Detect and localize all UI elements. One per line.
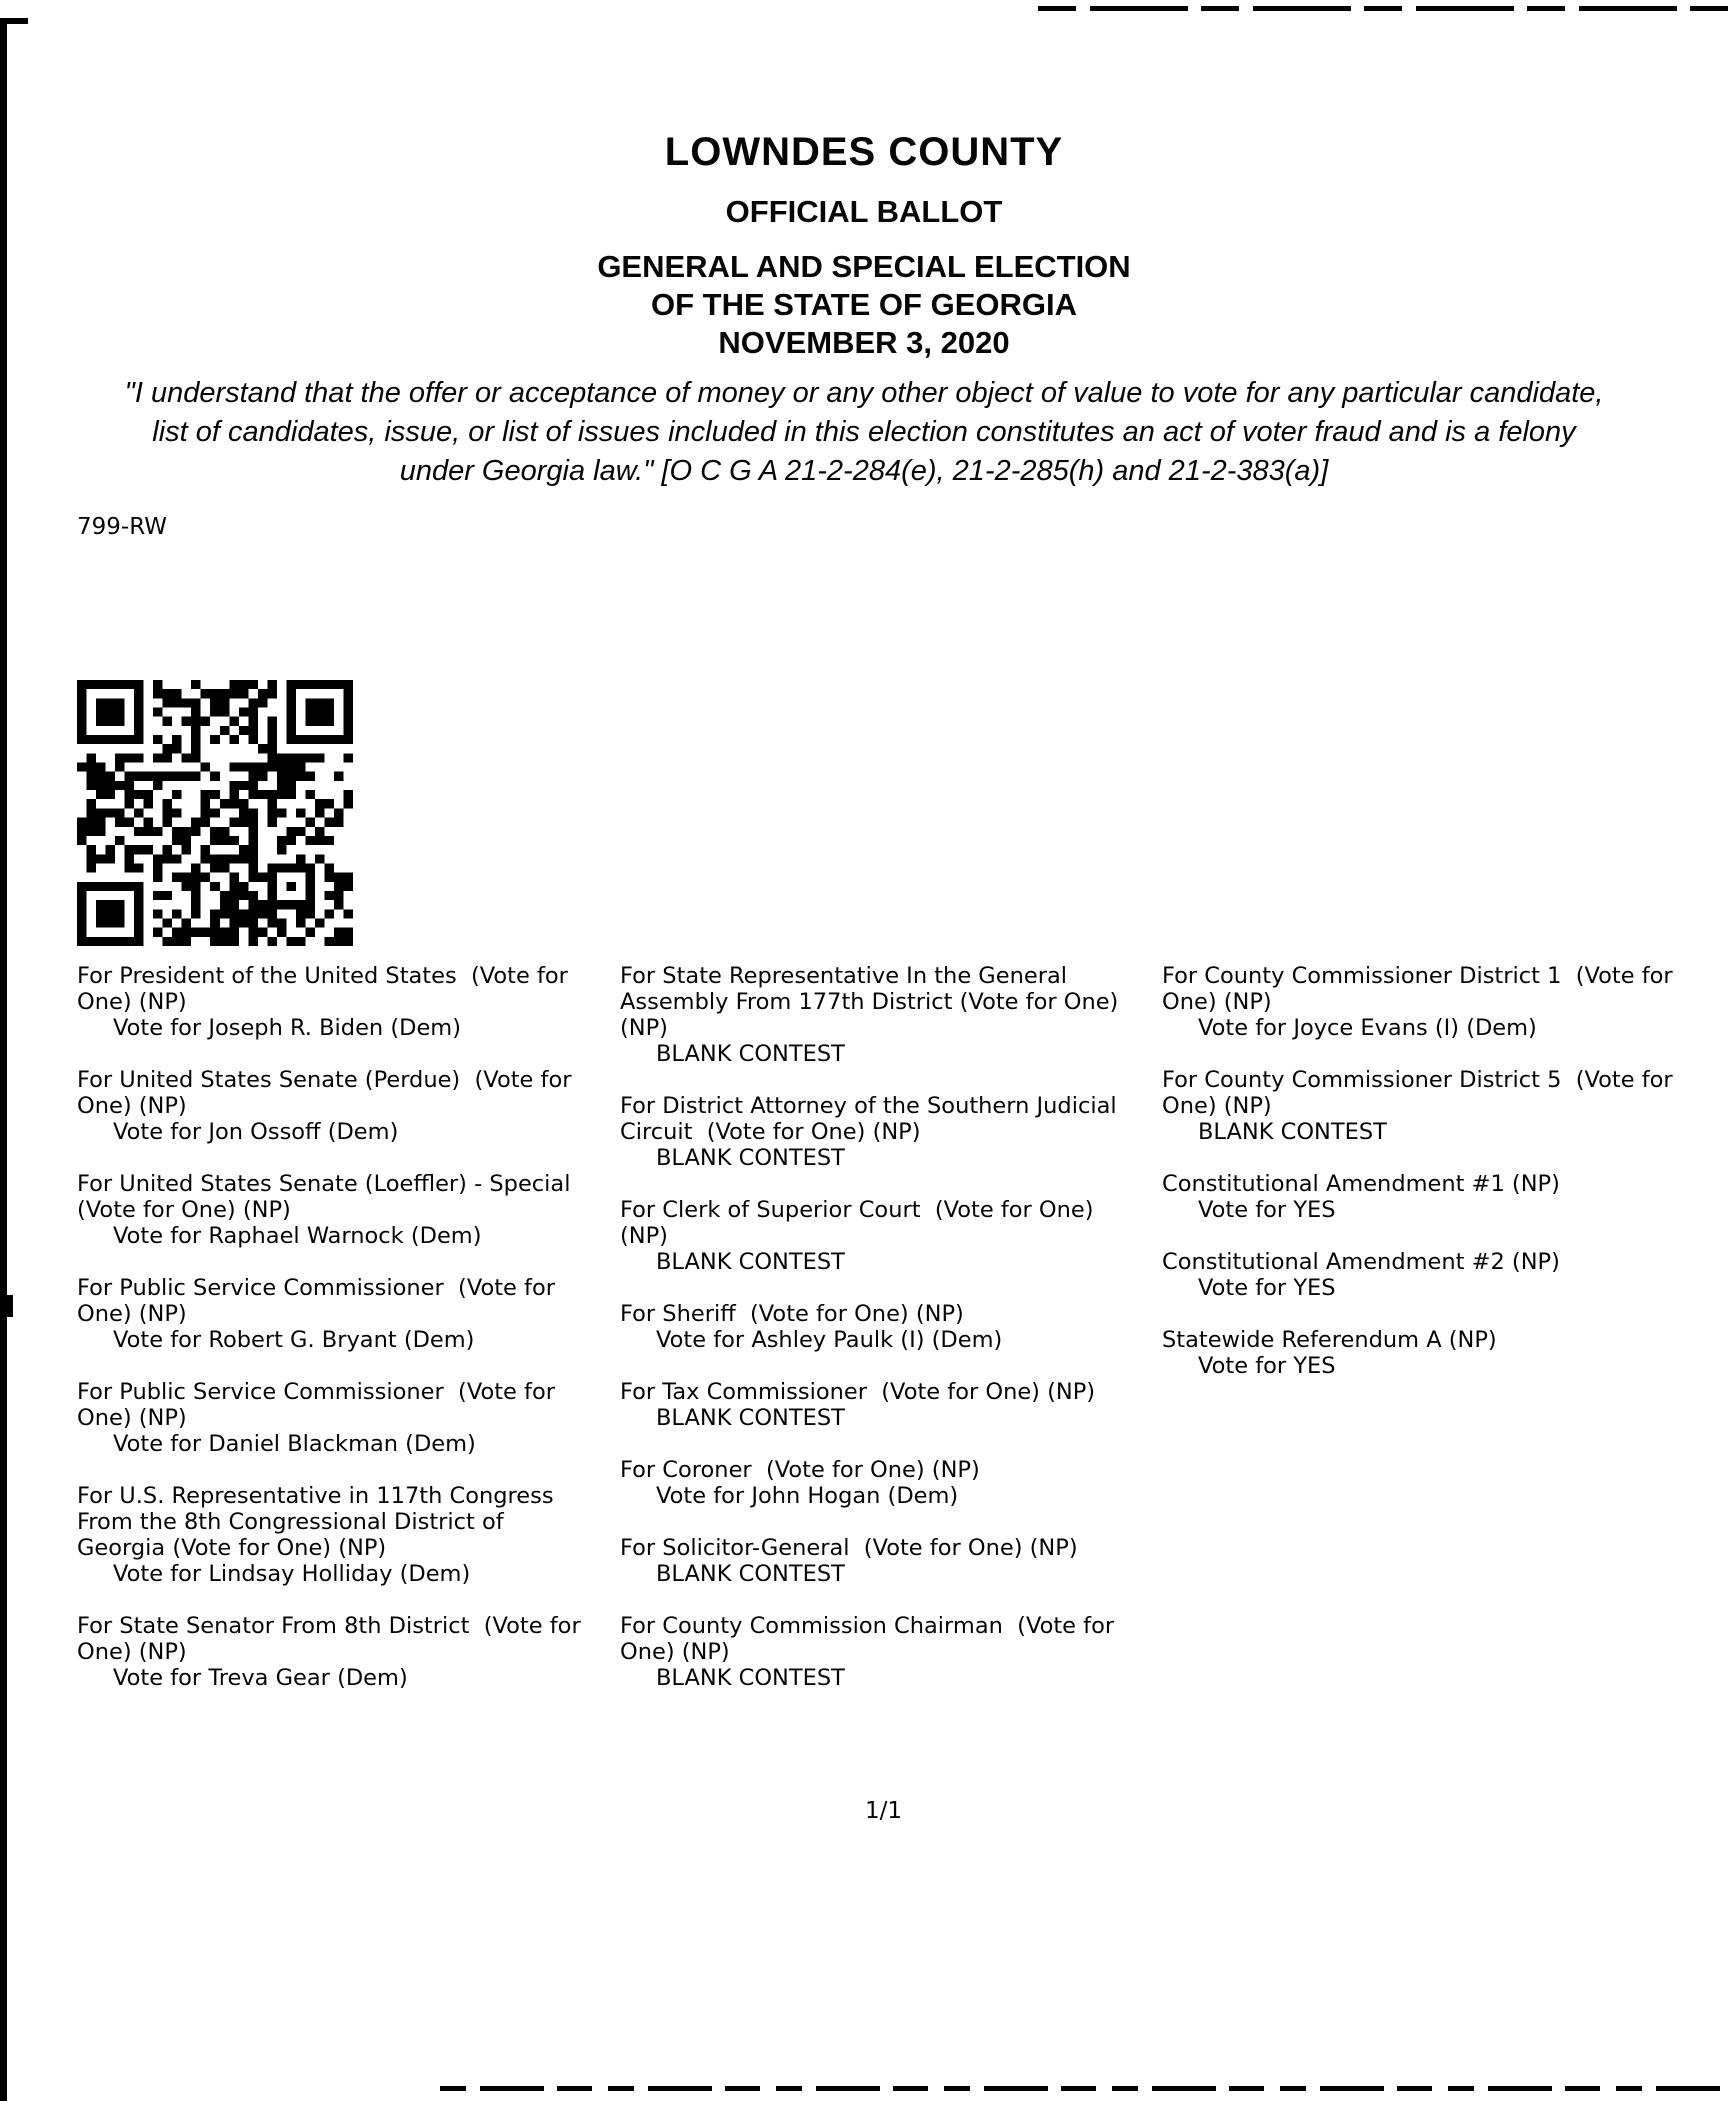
- contest: [1162, 1249, 1682, 1301]
- contest-result: BLANK CONTEST: [656, 1249, 845, 1275]
- contest-result: Vote for YES: [1198, 1275, 1336, 1301]
- contest-title: For Public Service Commissioner (Vote for One) (NP): [77, 1379, 563, 1431]
- contest: [620, 1535, 1128, 1587]
- county-title: LOWNDES COUNTY: [664, 130, 1064, 174]
- contest-result: BLANK CONTEST: [656, 1561, 845, 1587]
- contest-result: Vote for YES: [1198, 1197, 1336, 1223]
- contest-title: Constitutional Amendment #2 (NP): [1162, 1249, 1560, 1275]
- contest-result: Vote for Ashley Paulk (I) (Dem): [656, 1327, 1003, 1353]
- contest-title: For County Commissioner District 1 (Vote for One) (NP): [1162, 963, 1680, 1015]
- election-title-line2: OF THE STATE OF GEORGIA: [651, 287, 1077, 322]
- contest-result: BLANK CONTEST: [656, 1405, 845, 1431]
- contest-title: For Public Service Commissioner (Vote for One) (NP): [77, 1275, 563, 1327]
- disclaimer-line: list of candidates, issue, or list of issues included in this election constitutes an act of voter fraud and is a felony: [152, 416, 1576, 448]
- contest-result: Vote for Treva Gear (Dem): [113, 1665, 408, 1691]
- contest-title: For Sheriff (Vote for One) (NP): [620, 1301, 964, 1327]
- contest: [77, 963, 585, 1041]
- disclaimer-line: under Georgia law." [O C G A 21-2-284(e), 21-2-285(h) and 21-2-383(a)]: [399, 455, 1329, 487]
- contest: [77, 1483, 585, 1587]
- contest: [77, 1379, 585, 1457]
- contest-column-3: [1162, 963, 1682, 1405]
- contest: [77, 1171, 585, 1249]
- contest-title: For United States Senate (Perdue) (Vote for One) (NP): [77, 1067, 579, 1119]
- contest-title: For Solicitor-General (Vote for One) (NP): [620, 1535, 1078, 1561]
- contest: [1162, 1327, 1682, 1379]
- contest: [620, 1197, 1128, 1275]
- scan-edge-dashes-topright: [1038, 6, 1728, 11]
- contest: [620, 1379, 1128, 1431]
- contest: [77, 1613, 588, 1691]
- contest: [1162, 963, 1682, 1041]
- contest-result: Vote for Lindsay Holliday (Dem): [113, 1561, 471, 1587]
- contest-title: For President of the United States (Vote for One) (NP): [77, 963, 576, 1015]
- contest-title: For District Attorney of the Southern Judicial Circuit (Vote for One) (NP): [620, 1093, 1124, 1145]
- contest-result: Vote for Daniel Blackman (Dem): [113, 1431, 476, 1457]
- contest-title: For Clerk of Superior Court (Vote for One) (NP): [620, 1197, 1101, 1249]
- contest-result: Vote for Jon Ossoff (Dem): [113, 1119, 399, 1145]
- voter-fraud-disclaimer: [0, 374, 1728, 491]
- contest-result: Vote for John Hogan (Dem): [656, 1483, 959, 1509]
- contest-title: For State Representative In the General Assembly From 177th District (Vote for One) (NP): [620, 963, 1126, 1041]
- contest-title: For County Commission Chairman (Vote for One) (NP): [620, 1613, 1122, 1665]
- contest-title: Constitutional Amendment #1 (NP): [1162, 1171, 1560, 1197]
- page-number: 1/1: [864, 1798, 902, 1824]
- contest: [1162, 1067, 1682, 1145]
- contest: [620, 963, 1128, 1067]
- contest-title: For U.S. Representative in 117th Congress From the 8th Congressional District of Georgia (Vote for One) (NP): [77, 1483, 561, 1561]
- contest: [620, 1093, 1128, 1171]
- contest: [620, 1613, 1128, 1691]
- contest: [77, 1275, 585, 1353]
- contest: [620, 1457, 1128, 1509]
- contest-result: Vote for Raphael Warnock (Dem): [113, 1223, 482, 1249]
- scan-edge-tick-midleft: [0, 1295, 13, 1317]
- contest-result: BLANK CONTEST: [656, 1041, 845, 1067]
- contest-result: BLANK CONTEST: [656, 1665, 845, 1691]
- contest-result: Vote for Joseph R. Biden (Dem): [113, 1015, 461, 1041]
- contest-title: For State Senator From 8th District (Vote for One) (NP): [77, 1613, 588, 1665]
- contest-title: For United States Senate (Loeffler) - Special (Vote for One) (NP): [77, 1171, 585, 1223]
- contest-column-2: [620, 963, 1128, 1717]
- ballot-style-code: 799-RW: [77, 514, 167, 540]
- ballot-header: [0, 130, 1728, 362]
- election-date: NOVEMBER 3, 2020: [718, 325, 1010, 360]
- contest-result: BLANK CONTEST: [656, 1145, 845, 1171]
- contest-result: Vote for YES: [1198, 1353, 1336, 1379]
- contest-title: For County Commissioner District 5 (Vote for One) (NP): [1162, 1067, 1680, 1119]
- contest-title: For Coroner (Vote for One) (NP): [620, 1457, 980, 1483]
- ballot-type-title: OFFICIAL BALLOT: [725, 194, 1003, 229]
- scan-edge-dashes-bottom: [440, 2086, 1728, 2091]
- contest-result: BLANK CONTEST: [1198, 1119, 1387, 1145]
- contest: [1162, 1171, 1682, 1223]
- contest-column-1: [77, 963, 588, 1717]
- qr-code: [77, 680, 353, 946]
- contest-result: Vote for Joyce Evans (I) (Dem): [1198, 1015, 1537, 1041]
- contest-result: Vote for Robert G. Bryant (Dem): [113, 1327, 475, 1353]
- disclaimer-line: "I understand that the offer or acceptance of money or any other object of value to vote for any particular candidate,: [124, 377, 1604, 409]
- contest: [77, 1067, 585, 1145]
- contest: [620, 1301, 1128, 1353]
- scan-edge-tick-topleft: [0, 18, 28, 24]
- election-title-line1: GENERAL AND SPECIAL ELECTION: [597, 249, 1131, 284]
- contest-title: Statewide Referendum A (NP): [1162, 1327, 1497, 1353]
- contest-title: For Tax Commissioner (Vote for One) (NP): [620, 1379, 1096, 1405]
